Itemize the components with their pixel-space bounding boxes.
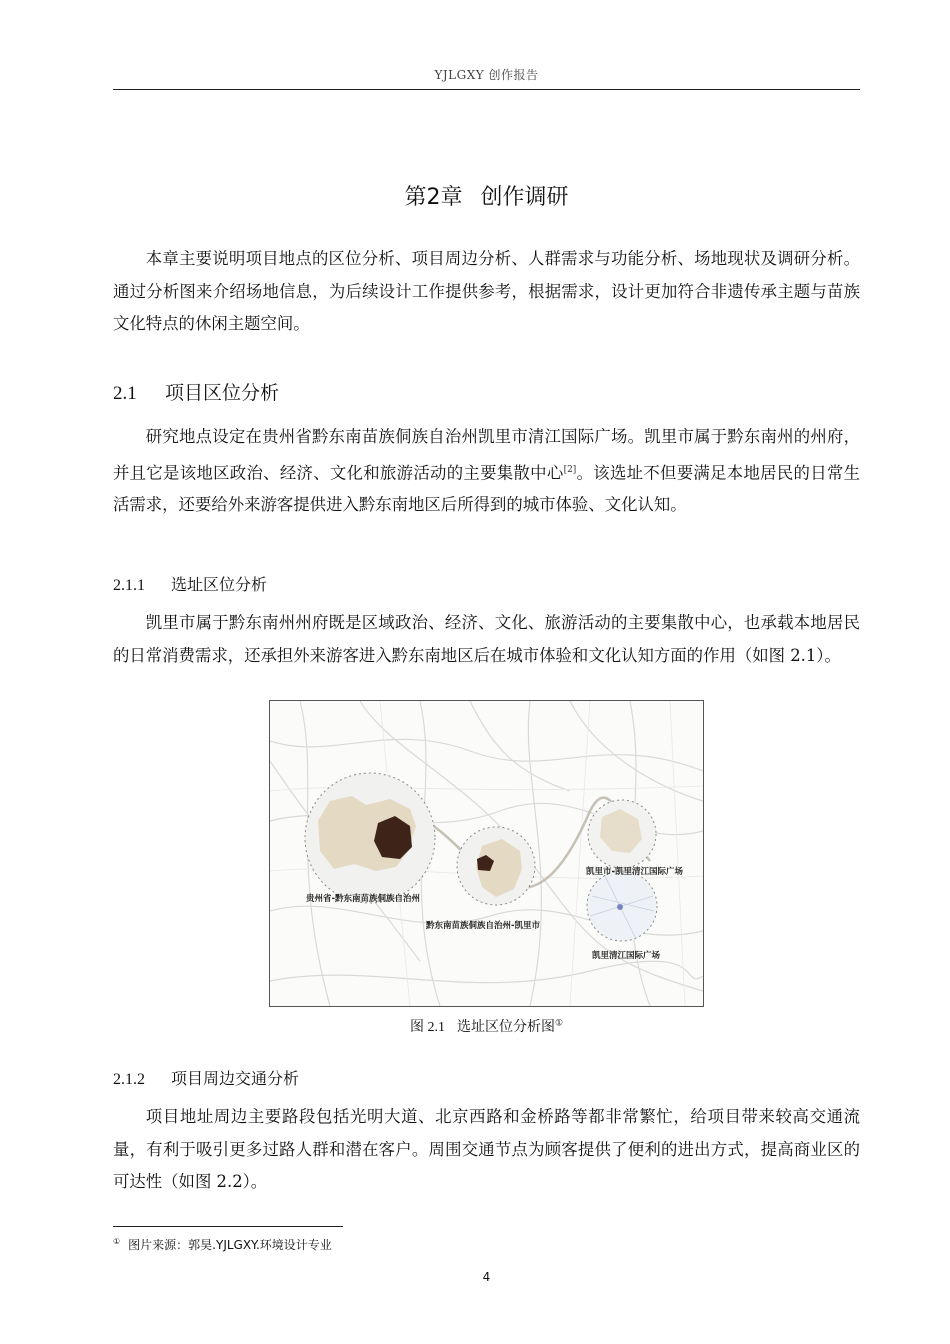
- intro-paragraph: [113, 243, 860, 341]
- paragraph-text: 研究地点设定在贵州省黔东南苗族侗族自治州凯里市清江国际广场。凯里市属于黔东南州的州府，并且它是该地区政治、经济、文化和旅游活动的主要集散中心: [113, 427, 860, 482]
- section-2-1-paragraph: [113, 421, 860, 522]
- label-plaza: 凯里清江国际广场: [592, 951, 661, 961]
- section-number: 2.1.2: [113, 1071, 145, 1088]
- section-heading-2-1-1: [113, 572, 267, 595]
- section-number: 2.1.1: [113, 577, 145, 594]
- site-marker: [617, 904, 623, 910]
- figure-caption: [113, 1016, 860, 1036]
- location-map-graphic: [270, 701, 703, 1006]
- section-number: 2.1: [113, 383, 137, 404]
- footnote-rule: [113, 1226, 343, 1227]
- paragraph-text: 凯里市属于黔东南州州府既是区域政治、经济、文化、旅游活动的主要集散中心，也承载本地居民的日常消费需求，还承担外来游客进入黔东南地区后在城市体验和文化认知方面的作用（如图 2.1）。: [113, 613, 860, 665]
- section-title: 项目区位分析: [165, 382, 280, 404]
- caption-number: 图 2.1: [409, 1020, 445, 1035]
- label-guizhou: 贵州省-黔东南苗族侗族自治州: [306, 894, 421, 904]
- footnote: [113, 1236, 332, 1253]
- page-number: 4: [482, 1270, 491, 1284]
- location-analysis-figure: [269, 700, 704, 1007]
- chapter-title: 创作调研: [480, 185, 569, 210]
- chapter-number: 第2章: [404, 185, 463, 210]
- section-title: 项目周边交通分析: [171, 1069, 300, 1088]
- section-2-1-2-paragraph: [113, 1101, 860, 1199]
- citation-ref[interactable]: [2]: [563, 464, 577, 475]
- footnote-mark: ①: [113, 1237, 121, 1246]
- header-rule: [113, 89, 860, 90]
- label-kaili: 凯里市-凯里清江国际广场: [586, 867, 684, 877]
- chapter-heading: [113, 180, 860, 211]
- caption-title: 选址区位分析图: [456, 1019, 555, 1035]
- section-2-1-1-paragraph: [113, 607, 860, 672]
- running-header: YJLGXY 创作报告: [434, 68, 539, 82]
- caption-footnote-mark[interactable]: ①: [554, 1018, 564, 1029]
- paragraph-text: 项目地址周边主要路段包括光明大道、北京西路和金桥路等都非常繁忙，给项目带来较高交通流量，有利于吸引更多过路人群和潜在客户。周围交通节点为顾客提供了便利的进出方式，提高商业区的可达性（如图 2.2）。: [113, 1107, 860, 1191]
- intro-text: 本章主要说明项目地点的区位分析、项目周边分析、人群需求与功能分析、场地现状及调研分析。通过分析图来介绍场地信息，为后续设计工作提供参考，根据需求，设计更加符合非遗传承主题与苗族文化特点的休闲主题空间。: [113, 249, 860, 333]
- section-heading-2-1: [113, 378, 279, 405]
- label-qiandongnan: 黔东南苗族侗族自治州-凯里市: [426, 921, 541, 931]
- section-title: 选址区位分析: [171, 575, 268, 594]
- section-heading-2-1-2: [113, 1066, 299, 1089]
- footnote-text: 图片来源：郭昊.YJLGXY.环境设计专业: [128, 1238, 332, 1252]
- paragraph-text: 。该选址不但要满足本地居民的日常生活需求，还要给外来游客提供进入黔东南地区后所得到的城市体验、文化认知。: [113, 462, 860, 515]
